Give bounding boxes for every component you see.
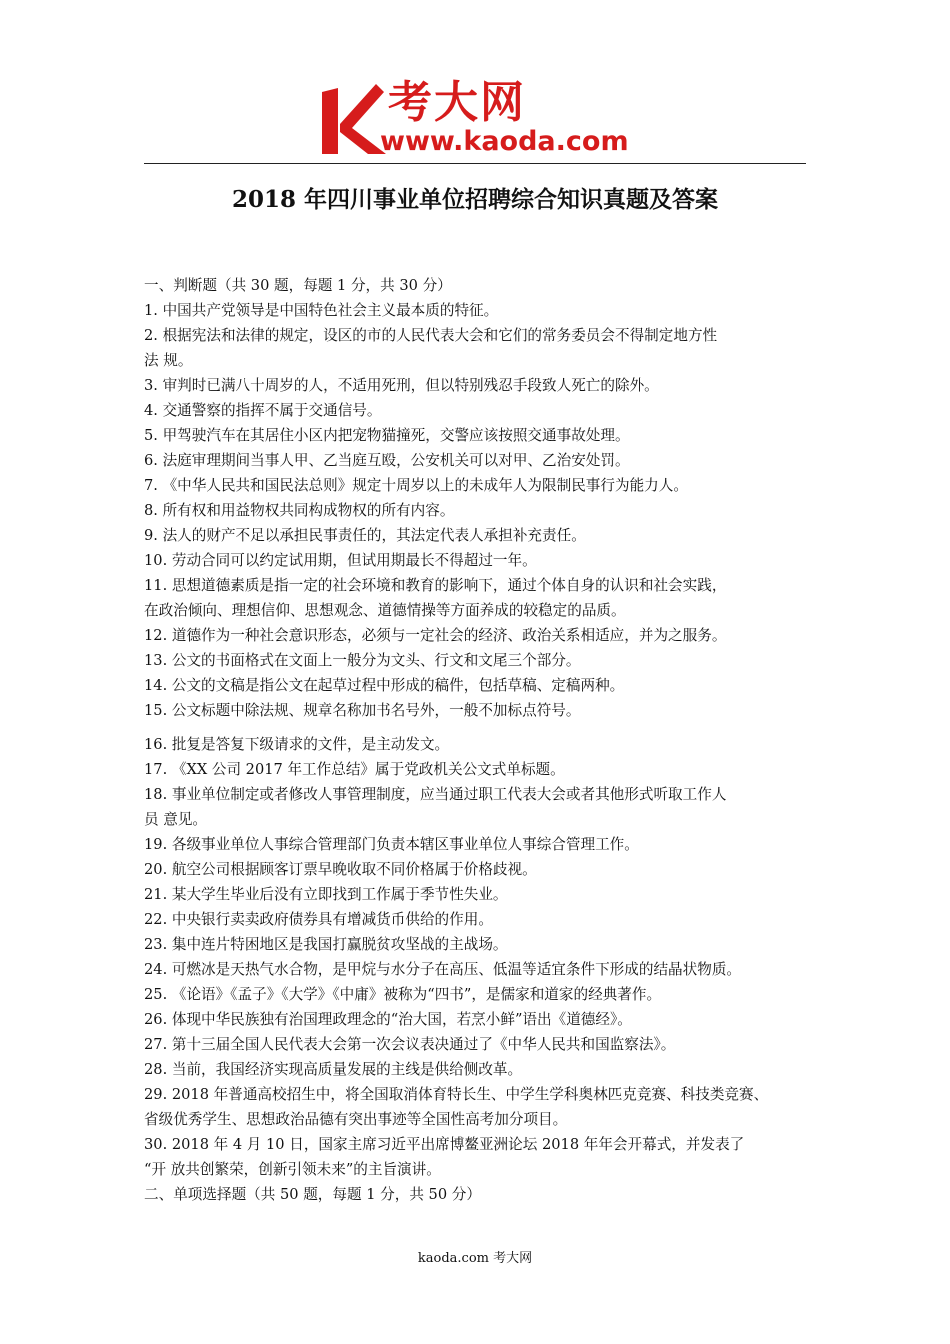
logo-k-icon	[318, 78, 388, 158]
question-line: 5. 甲驾驶汽车在其居住小区内把宠物猫撞死，交警应该按照交通事故处理。	[144, 427, 630, 444]
question-line: 23. 集中连片特困地区是我国打赢脱贫攻坚战的主战场。	[144, 936, 508, 953]
paragraph-gap	[144, 723, 812, 732]
logo-url: www.kaoda.com	[380, 126, 629, 157]
document-body	[144, 273, 812, 1207]
question-line: 20. 航空公司根据顾客订票早晚收取不同价格属于价格歧视。	[144, 861, 537, 878]
question-line: 11. 思想道德素质是指一定的社会环境和教育的影响下，通过个体自身的认识和社会实践，	[144, 577, 727, 594]
question-line: 30. 2018 年 4 月 10 日，国家主席习近平出席博鳌亚洲论坛 2018 年年会开幕式，并发表了	[144, 1136, 745, 1153]
question-line: 19. 各级事业单位人事综合管理部门负责本辖区事业单位人事综合管理工作。	[144, 836, 639, 853]
question-line: 14. 公文的文稿是指公文在起草过程中形成的稿件，包括草稿、定稿两种。	[144, 677, 625, 694]
question-line: “开 放共创繁荣，创新引领未来”的主旨演讲。	[144, 1161, 441, 1178]
question-line: 29. 2018 年普通高校招生中，将全国取消体育特长生、中学生学科奥林匹克竞赛、科技类竞赛、	[144, 1086, 769, 1103]
question-line: 26. 体现中华民族独有治国理政理念的“治大国，若烹小鲜”语出《道德经》。	[144, 1011, 632, 1028]
question-line: 8. 所有权和用益物权共同构成物权的所有内容。	[144, 502, 455, 519]
question-line: 17. 《XX 公司 2017 年工作总结》属于党政机关公文式单标题。	[144, 761, 565, 778]
question-line: 27. 第十三届全国人民代表大会第一次会议表决通过了《中华人民共和国监察法》。	[144, 1036, 676, 1053]
logo-chinese-name: 考大网	[388, 77, 526, 128]
question-line: 25. 《论语》《孟子》《大学》《中庸》被称为“四书”，是儒家和道家的经典著作。	[144, 986, 662, 1003]
question-list-b	[144, 732, 812, 1182]
question-line: 28. 当前，我国经济实现高质量发展的主线是供给侧改革。	[144, 1061, 523, 1078]
question-list-a	[144, 298, 812, 723]
question-line: 法 规。	[144, 352, 193, 369]
question-line: 3. 审判时已满八十周岁的人，不适用死刑，但以特别残忍手段致人死亡的除外。	[144, 377, 659, 394]
question-line: 10. 劳动合同可以约定试用期，但试用期最长不得超过一年。	[144, 552, 537, 569]
question-line: 16. 批复是答复下级请求的文件，是主动发文。	[144, 736, 450, 753]
question-line: 1. 中国共产党领导是中国特色社会主义最本质的特征。	[144, 302, 499, 319]
question-line: 15. 公文标题中除法规、规章名称加书名号外，一般不加标点符号。	[144, 702, 581, 719]
question-line: 员 意见。	[144, 811, 208, 828]
document-title: 2018 年四川事业单位招聘综合知识真题及答案	[231, 186, 719, 213]
section-heading: 二、单项选择题（共 50 题，每题 1 分，共 50 分）	[144, 1186, 481, 1203]
question-line: 22. 中央银行卖卖政府债券具有增减货币供给的作用。	[144, 911, 493, 928]
question-line: 18. 事业单位制定或者修改人事管理制度，应当通过职工代表大会或者其他形式听取工作人	[144, 786, 727, 803]
question-line: 6. 法庭审理期间当事人甲、乙当庭互殴，公安机关可以对甲、乙治安处罚。	[144, 452, 630, 469]
question-line: 4. 交通警察的指挥不属于交通信号。	[144, 402, 382, 419]
question-line: 24. 可燃冰是天热气水合物，是甲烷与水分子在高压、低温等适宜条件下形成的结晶状物质。	[144, 961, 742, 978]
question-line: 12. 道德作为一种社会意识形态，必须与一定社会的经济、政治关系相适应，并为之服务。	[144, 627, 727, 644]
site-logo	[318, 78, 648, 158]
question-line: 13. 公文的书面格式在文面上一般分为文头、行文和文尾三个部分。	[144, 652, 581, 669]
question-line: 7. 《中华人民共和国民法总则》规定十周岁以上的未成年人为限制民事行为能力人。	[144, 477, 688, 494]
question-line: 9. 法人的财产不足以承担民事责任的，其法定代表人承担补充责任。	[144, 527, 586, 544]
question-line: 在政治倾向、理想信仰、思想观念、道德情操等方面养成的较稳定的品质。	[144, 602, 626, 619]
page-footer: kaoda.com 考大网	[417, 1251, 533, 1266]
question-line: 省级优秀学生、思想政治品德有突出事迹等全国性高考加分项目。	[144, 1111, 568, 1128]
question-line: 21. 某大学生毕业后没有立即找到工作属于季节性失业。	[144, 886, 508, 903]
section-heading: 一、判断题（共 30 题，每题 1 分，共 30 分）	[144, 277, 452, 294]
header-divider	[144, 163, 806, 164]
question-line: 2. 根据宪法和法律的规定，设区的市的人民代表大会和它们的常务委员会不得制定地方性	[144, 327, 718, 344]
